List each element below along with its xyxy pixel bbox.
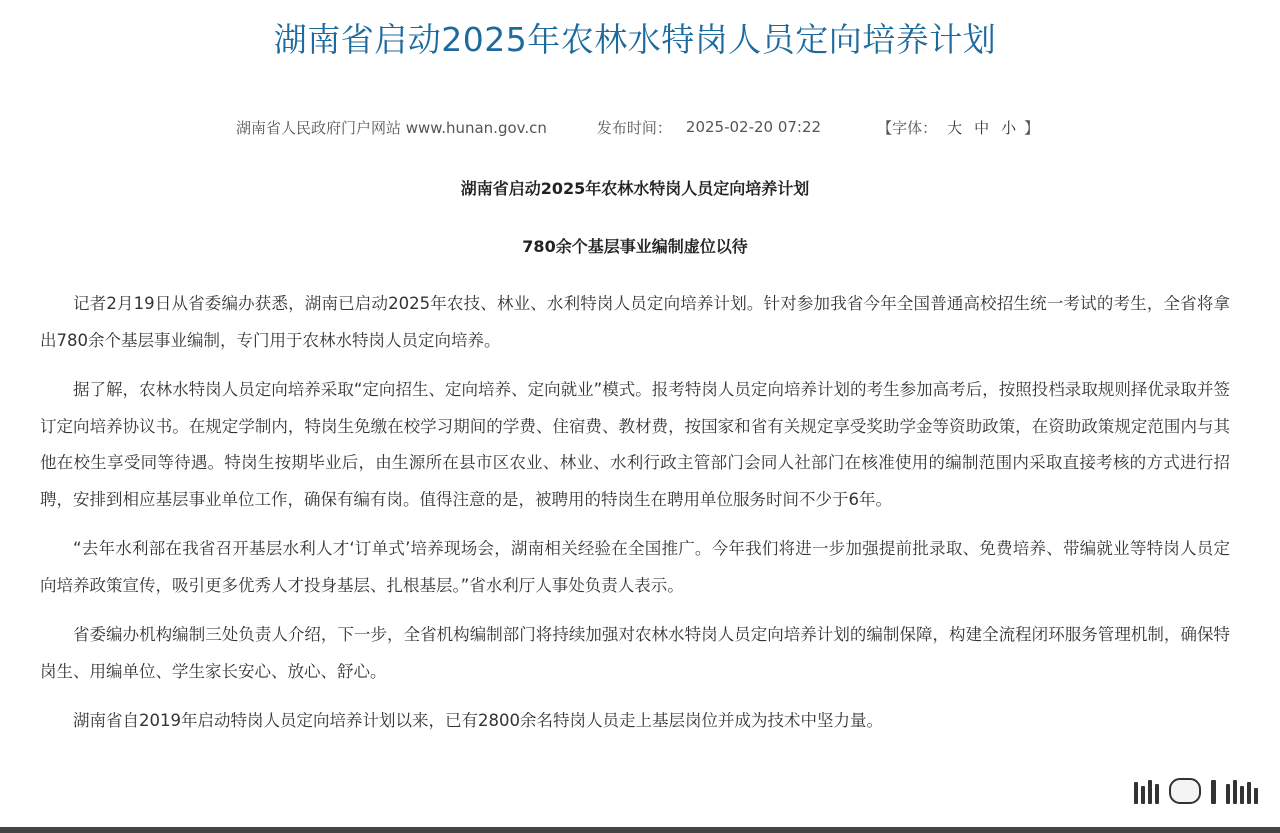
bottom-border bbox=[0, 827, 1280, 833]
floating-toolbar bbox=[1134, 778, 1258, 804]
page-title: 湖南省启动2025年农林水特岗人员定向培养计划 bbox=[273, 20, 997, 59]
font-size-label: 【字体： bbox=[877, 118, 938, 137]
font-size-bracket-close: 】 bbox=[1024, 118, 1040, 137]
article-subheading: 780余个基层事业编制虚位以待 bbox=[522, 237, 748, 256]
font-size-small-button[interactable]: 小 bbox=[1001, 118, 1017, 137]
font-size-medium-button[interactable]: 中 bbox=[974, 118, 990, 137]
audio-bars-icon[interactable] bbox=[1226, 778, 1258, 804]
font-size-large-button[interactable]: 大 bbox=[947, 118, 963, 137]
article-body bbox=[40, 286, 1230, 753]
paragraph: 据了解，农林水特岗人员定向培养采取“定向招生、定向培养、定向就业”模式。报考特岗人员定向培养计划的考生参加高考后，按照投档录取规则择优录取并签订定向培养协议书。在规定学制内，特岗生免缴在校学习期间的学费、住宿费、教材费，按国家和省有关规定享受奖助学金等资助政策，在资助政策规定范围内与其他在校生享受同等待遇。特岗生按期毕业后，由生源所在县市区农业、林业、水利行政主管部门会同人社部门在核准使用的编制范围内采取直接考核的方式进行招聘，安排到相应基层事业单位工作，确保有编有岗。值得注意的是，被聘用的特岗生在聘用单位服务时间不少于6年。 bbox=[40, 380, 1230, 509]
publish-date-label: 发布时间： bbox=[596, 118, 672, 137]
publish-date: 2025-02-20 07:22 bbox=[685, 118, 822, 136]
article-meta bbox=[236, 115, 1039, 139]
article-heading: 湖南省启动2025年农林水特岗人员定向培养计划 bbox=[460, 179, 810, 198]
paragraph: 记者2月19日从省委编办获悉，湖南已启动2025年农技、林业、水利特岗人员定向培养计划。针对参加我省今年全国普通高校招生统一考试的考生，全省将拿出780余个基层事业编制，专门用于农林水特岗人员定向培养。 bbox=[40, 294, 1230, 350]
marker-icon[interactable] bbox=[1211, 778, 1216, 804]
article-source: 湖南省人民政府门户网站 www.hunan.gov.cn bbox=[236, 118, 547, 137]
reading-bars-icon[interactable] bbox=[1134, 778, 1159, 804]
paragraph: “去年水利部在我省召开基层水利人才‘订单式’培养现场会，湖南相关经验在全国推广。今年我们将进一步加强提前批录取、免费培养、带编就业等特岗人员定向培养政策宣传，吸引更多优秀人才投身基层、扎根基层。”省水利厅人事处负责人表示。 bbox=[40, 539, 1230, 595]
paragraph: 省委编办机构编制三处负责人介绍，下一步，全省机构编制部门将持续加强对农林水特岗人员定向培养计划的编制保障，构建全流程闭环服务管理机制，确保特岗生、用编单位、学生家长安心、放心、舒心。 bbox=[40, 625, 1230, 681]
paragraph: 湖南省自2019年启动特岗人员定向培养计划以来，已有2800余名特岗人员走上基层岗位并成为技术中坚力量。 bbox=[73, 711, 883, 730]
toggle-icon[interactable] bbox=[1169, 778, 1201, 804]
